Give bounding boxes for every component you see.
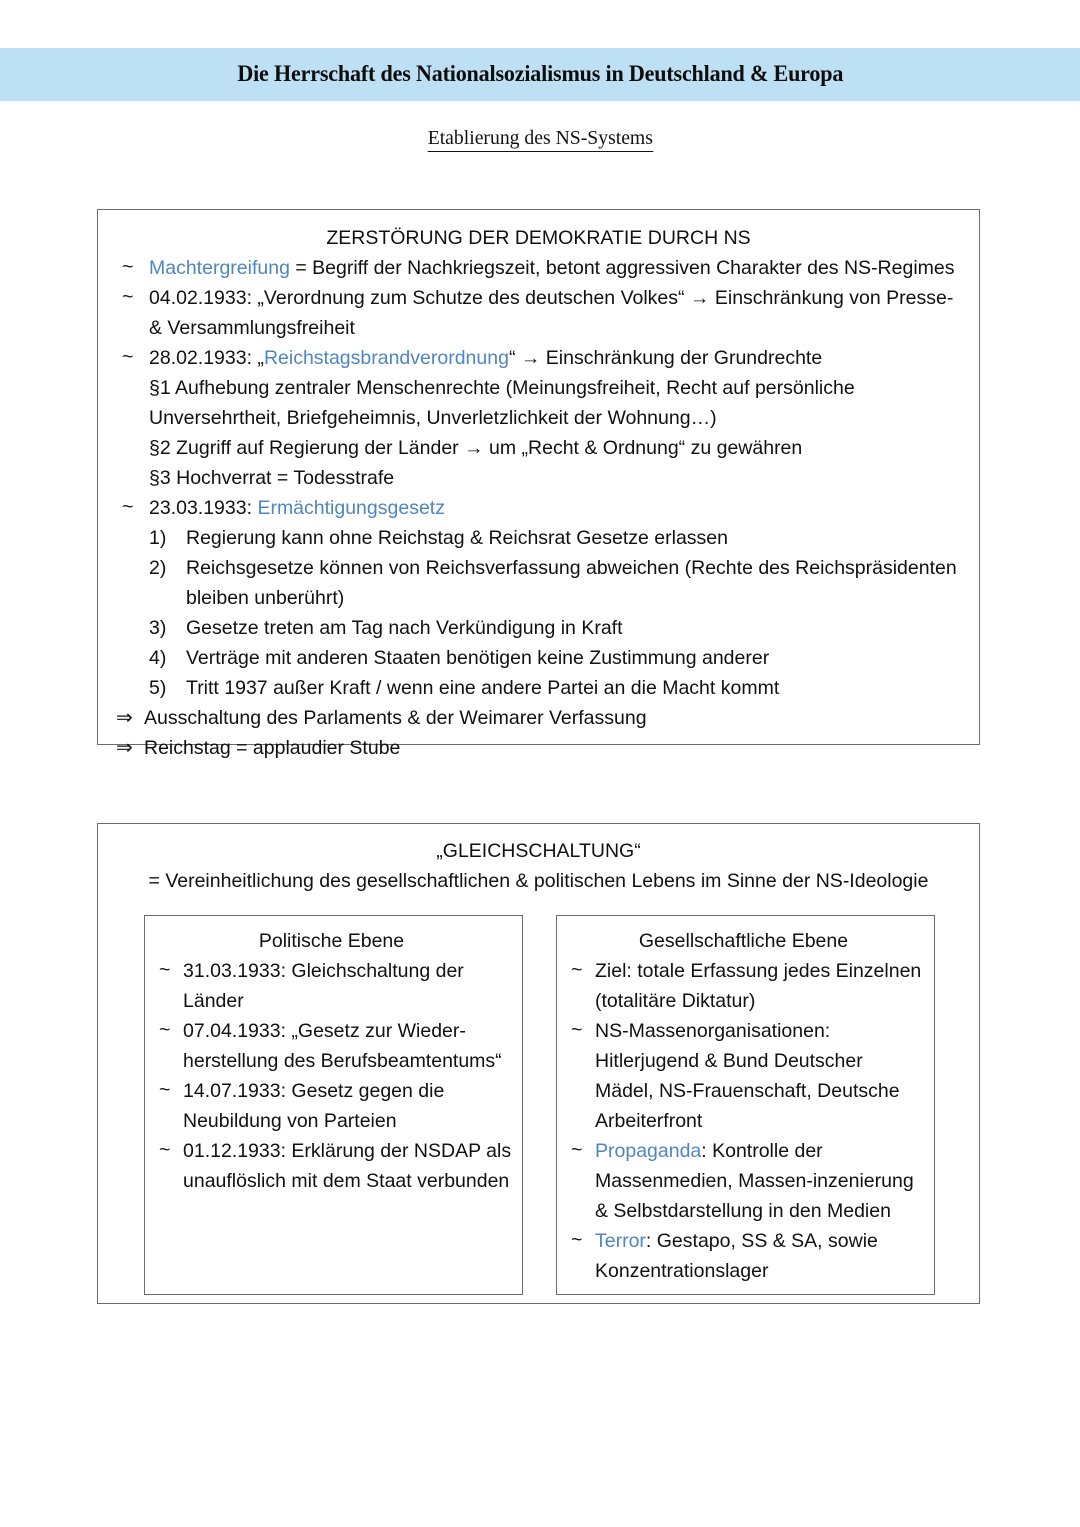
numbered-item (149, 553, 961, 613)
highlight-term-machtergreifung: Machtergreifung (149, 257, 290, 279)
conclusion-reichstag-applaudier-stube (116, 733, 961, 763)
reichstagsbrand-suffix: “ → Einschränkung der Grundrechte (508, 347, 823, 369)
tilde-bullet-icon: ~ (571, 1139, 583, 1161)
section-heading-zerstoerung: ZERSTÖRUNG DER DEMOKRATIE DURCH NS (326, 227, 751, 249)
double-arrow-icon: ⇒ (116, 737, 133, 759)
list-item (151, 1076, 512, 1136)
tilde-bullet-icon: ~ (159, 1079, 171, 1101)
highlight-term-reichstagsbrandverordnung: Reichstagsbrandverordnung (263, 347, 509, 369)
list-item (151, 956, 512, 1016)
list-item (563, 1136, 924, 1226)
numbered-item-number: 2) (149, 557, 167, 579)
tilde-bullet-icon: ~ (159, 959, 171, 981)
column-box-gesellschaftliche-ebene (556, 915, 935, 1295)
list-item-text: : Kontrolle der Massenmedien, Massen-inzenierung & Selbstdarstellung in den Medien (595, 1140, 914, 1222)
section-definition-gleichschaltung: = Vereinheitlichung des gesellschaftlichen & politischen Lebens im Sinne der NS-Ideologie (148, 870, 929, 892)
list-item-machtergreifung (116, 253, 961, 283)
numbered-list-ermaechtigungsgesetz (116, 523, 961, 703)
list-item (151, 1016, 512, 1076)
double-arrow-icon: ⇒ (116, 707, 133, 729)
list-item (151, 1136, 512, 1196)
list-item-text: 14.07.1933: Gesetz gegen die Neubildung von Parteien (183, 1080, 445, 1132)
reichstagsbrand-prefix: 28.02.1933: „ (149, 347, 264, 369)
bullet-list-politische-ebene (151, 956, 512, 1196)
numbered-item-number: 4) (149, 647, 167, 669)
section-box-zerstoerung-der-demokratie (97, 209, 980, 759)
section-heading-gleichschaltung: „GLEICHSCHALTUNG“ (436, 840, 641, 862)
list-item-text: Ziel: totale Erfassung jedes Einzelnen (totalitäre Diktatur) (595, 960, 922, 1012)
tilde-bullet-icon: ~ (122, 256, 134, 278)
header-banner (0, 48, 1080, 101)
numbered-item (149, 523, 961, 553)
bullet-list-demokratie (116, 253, 961, 373)
column-box-politische-ebene (144, 915, 523, 1295)
bullet-list-ermaechtigungsgesetz (116, 493, 961, 523)
numbered-item-text: Reichsgesetze können von Reichsverfassung abweichen (Rechte des Reichspräsidenten bleiben unberührt) (186, 557, 957, 609)
highlight-term-propaganda: Propaganda (595, 1140, 702, 1162)
numbered-item (149, 613, 961, 643)
list-item-text: 07.04.1933: „Gesetz zur Wieder-herstellung des Berufsbeamtentums“ (183, 1020, 502, 1072)
numbered-item-text: Verträge mit anderen Staaten benötigen keine Zustimmung anderer (186, 647, 770, 669)
numbered-item (149, 643, 961, 673)
numbered-item-number: 5) (149, 677, 167, 699)
list-item-verordnung-text: 04.02.1933: „Verordnung zum Schutze des deutschen Volkes“ → Einschränkung von Presse- & Versammlungsfreiheit (149, 287, 954, 339)
tilde-bullet-icon: ~ (571, 959, 583, 981)
paragraph-2-laender: §2 Zugriff auf Regierung der Länder → um „Recht & Ordnung“ zu gewähren (149, 437, 803, 459)
list-item (563, 1226, 924, 1286)
numbered-item (149, 673, 961, 703)
numbered-item-number: 1) (149, 527, 167, 549)
list-item-verordnung-schutz-volk (116, 283, 961, 343)
paragraph-3-hochverrat: §3 Hochverrat = Todesstrafe (149, 467, 395, 489)
ermaechtigungsgesetz-prefix: 23.03.1933: (149, 497, 258, 519)
tilde-bullet-icon: ~ (122, 496, 134, 518)
column-title-politische-ebene: Politische Ebene (258, 930, 405, 952)
tilde-bullet-icon: ~ (122, 346, 134, 368)
list-item-text: 31.03.1933: Gleichschaltung der Länder (183, 960, 464, 1012)
list-item-text: NS-Massenorganisationen: Hitlerjugend & Bund Deutscher Mädel, NS-Frauenschaft, Deutsche Arbeiterfront (595, 1020, 900, 1132)
tilde-bullet-icon: ~ (122, 286, 134, 308)
page-title: Die Herrschaft des Nationalsozialismus in Deutschland & Europa (237, 61, 843, 87)
tilde-bullet-icon: ~ (159, 1019, 171, 1041)
highlight-term-ermaechtigungsgesetz: Ermächtigungsgesetz (257, 497, 445, 519)
tilde-bullet-icon: ~ (571, 1019, 583, 1041)
two-column-container (144, 915, 935, 1295)
conclusion-ausschaltung-parlament (116, 703, 961, 733)
paragraph-1-menschenrechte: §1 Aufhebung zentraler Menschenrechte (Meinungsfreiheit, Recht auf persönliche Unversehrtheit, Briefgeheimnis, Unverletzlichkeit der Wohnung…) (149, 377, 855, 429)
conclusion-text: Reichstag = applaudier Stube (144, 737, 401, 759)
section-box-gleichschaltung (97, 823, 980, 1304)
highlight-term-terror: Terror (595, 1230, 646, 1252)
numbered-item-number: 3) (149, 617, 167, 639)
tilde-bullet-icon: ~ (159, 1139, 171, 1161)
list-item-ermaechtigungsgesetz (116, 493, 961, 523)
list-item (563, 1016, 924, 1136)
page-subtitle-text: Etablierung des NS-Systems (427, 127, 652, 152)
conclusion-text: Ausschaltung des Parlaments & der Weimarer Verfassung (144, 707, 647, 729)
page-subtitle (0, 127, 1080, 152)
list-item-text: : Gestapo, SS & SA, sowie Konzentrationslager (595, 1230, 878, 1282)
tilde-bullet-icon: ~ (571, 1229, 583, 1251)
list-item (563, 956, 924, 1016)
column-title-gesellschaftliche-ebene: Gesellschaftliche Ebene (638, 930, 849, 952)
list-item-text: 01.12.1933: Erklärung der NSDAP als unauflöslich mit dem Staat verbunden (183, 1140, 512, 1192)
numbered-item-text: Tritt 1937 außer Kraft / wenn eine andere Partei an die Macht kommt (186, 677, 780, 699)
list-item-reichstagsbrandverordnung (116, 343, 961, 373)
list-item-machtergreifung-text: = Begriff der Nachkriegszeit, betont aggressiven Charakter des NS-Regimes (289, 257, 955, 279)
numbered-item-text: Regierung kann ohne Reichstag & Reichsrat Gesetze erlassen (186, 527, 728, 549)
numbered-item-text: Gesetze treten am Tag nach Verkündigung in Kraft (186, 617, 623, 639)
bullet-list-gesellschaftliche-ebene (563, 956, 924, 1286)
